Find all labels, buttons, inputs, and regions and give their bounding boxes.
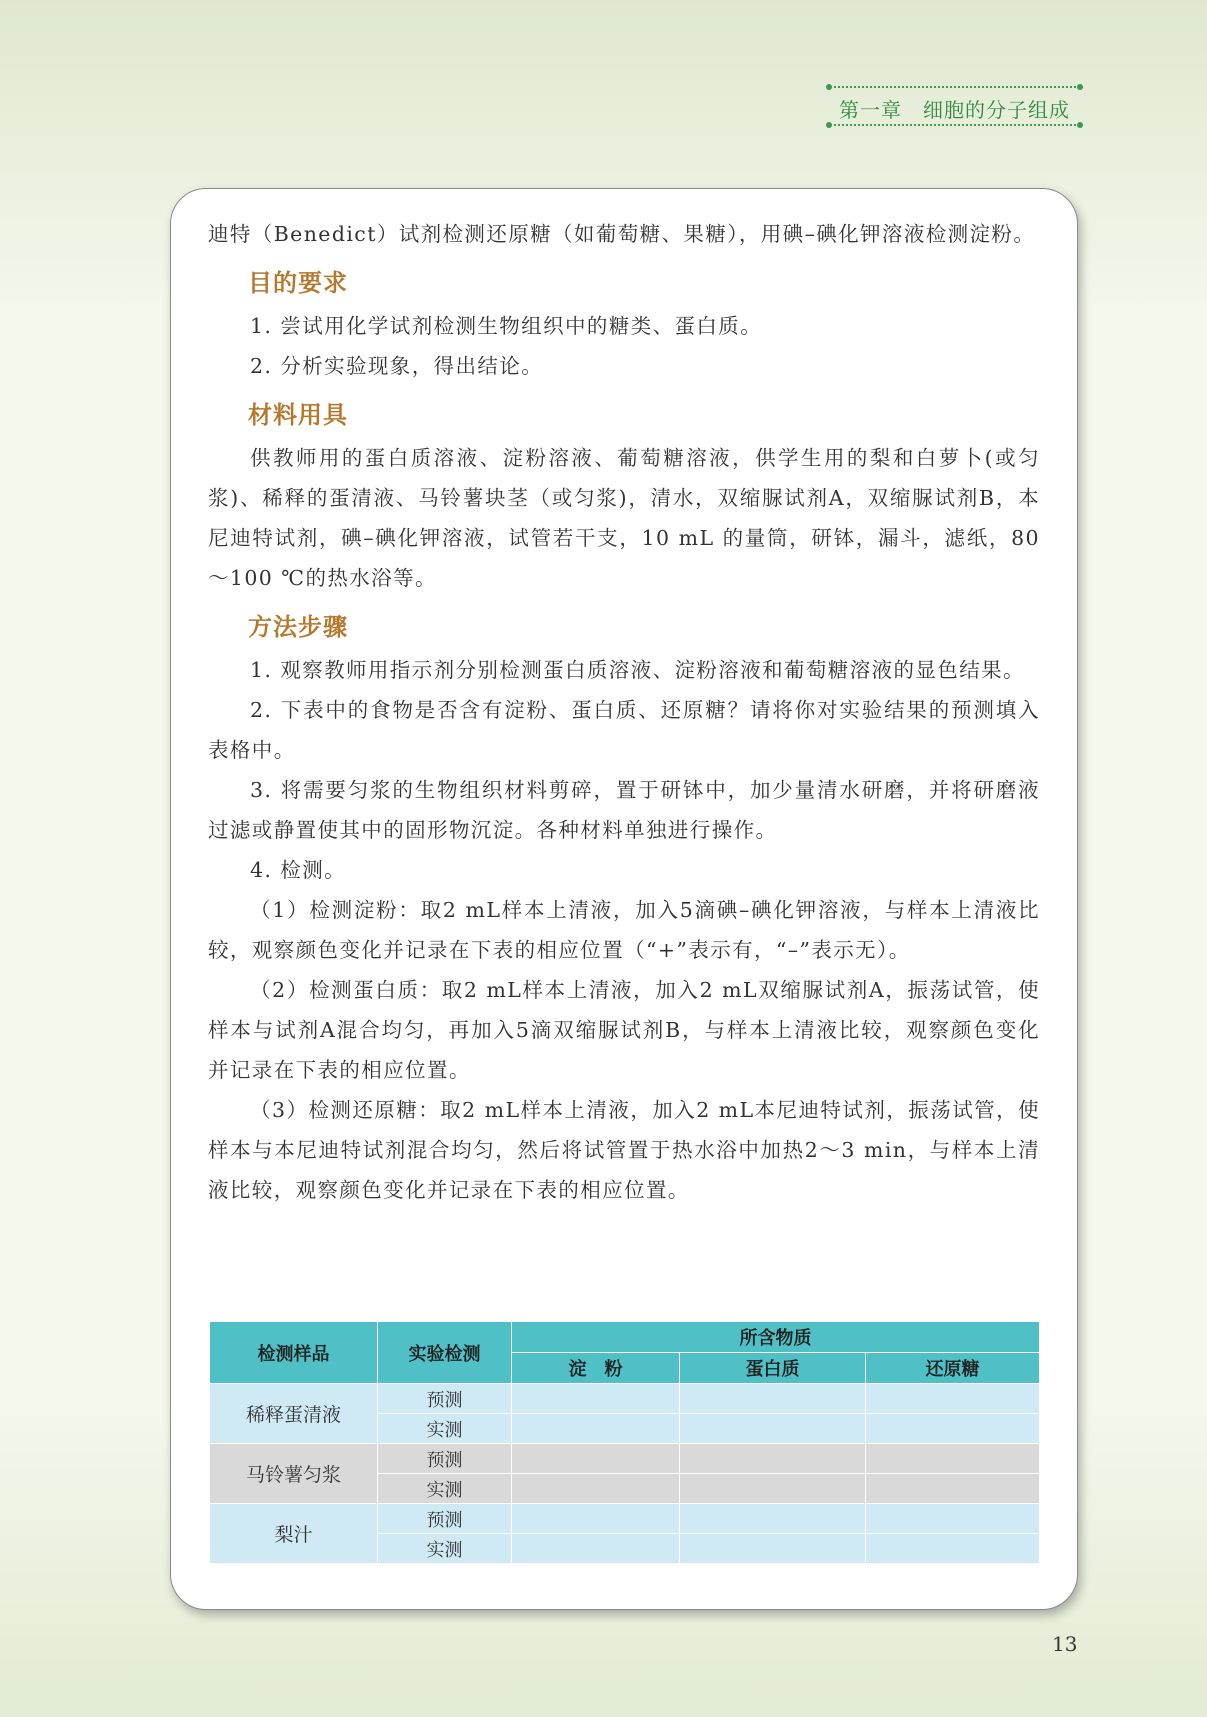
test-type-cell: 预测: [378, 1444, 512, 1474]
result-cell[interactable]: [866, 1384, 1040, 1414]
header-starch: 淀 粉: [512, 1353, 680, 1384]
page-number: 13: [1052, 1632, 1078, 1656]
sample-cell: 马铃薯匀浆: [210, 1444, 378, 1504]
result-cell[interactable]: [512, 1474, 680, 1504]
result-cell[interactable]: [512, 1414, 680, 1444]
procedure-step: 2. 下表中的食物是否含有淀粉、蛋白质、还原糖？请将你对实验结果的预测填入表格中。: [208, 698, 1040, 762]
result-cell[interactable]: [512, 1504, 680, 1534]
result-cell[interactable]: [866, 1504, 1040, 1534]
header-rule-top: [829, 86, 1080, 88]
result-cell[interactable]: [866, 1444, 1040, 1474]
procedure-step: 3. 将需要匀浆的生物组织材料剪碎，置于研钵中，加少量清水研磨，并将研磨液过滤或静置使其中的固形物沉淀。各种材料单独进行操作。: [208, 778, 1040, 842]
header-protein: 蛋白质: [680, 1353, 866, 1384]
table-row: [210, 1504, 1040, 1534]
intro-paragraph: 迪特（Benedict）试剂检测还原糖（如葡萄糖、果糖），用碘–碘化钾溶液检测淀粉。: [208, 222, 1036, 246]
result-cell[interactable]: [866, 1414, 1040, 1444]
chapter-header: [829, 86, 1080, 126]
chapter-title: 第一章 细胞的分子组成: [839, 98, 1070, 122]
procedure-step: 4. 检测。: [250, 858, 346, 882]
header-substances-group: 所含物质: [512, 1322, 1040, 1353]
section-heading-procedure: 方法步骤: [248, 613, 348, 641]
header-rule-bottom: [829, 124, 1080, 126]
test-type-cell: 预测: [378, 1384, 512, 1414]
page-content: [208, 214, 1040, 1210]
objective-item: 2. 分析实验现象，得出结论。: [250, 354, 544, 378]
result-cell[interactable]: [680, 1534, 866, 1564]
section-heading-materials: 材料用具: [248, 401, 348, 429]
result-cell[interactable]: [866, 1534, 1040, 1564]
procedure-step: 1. 观察教师用指示剂分别检测蛋白质溶液、淀粉溶液和葡萄糖溶液的显色结果。: [250, 658, 1025, 682]
table-row: [210, 1384, 1040, 1414]
sample-cell: 稀释蛋清液: [210, 1384, 378, 1444]
result-cell[interactable]: [512, 1444, 680, 1474]
table-row: [210, 1444, 1040, 1474]
test-type-cell: 预测: [378, 1504, 512, 1534]
section-heading-objectives: 目的要求: [248, 269, 348, 297]
result-cell[interactable]: [680, 1384, 866, 1414]
result-cell[interactable]: [680, 1414, 866, 1444]
test-type-cell: 实测: [378, 1474, 512, 1504]
procedure-substep: （2）检测蛋白质：取2 mL样本上清液，加入2 mL双缩脲试剂A，振荡试管，使样本与试剂A混合均匀，再加入5滴双缩脲试剂B，与样本上清液比较，观察颜色变化并记录在下表的相应位置。: [208, 978, 1040, 1082]
result-cell[interactable]: [512, 1534, 680, 1564]
test-type-cell: 实测: [378, 1534, 512, 1564]
header-reducing-sugar: 还原糖: [866, 1353, 1040, 1384]
result-cell[interactable]: [680, 1444, 866, 1474]
procedure-substep: （3）检测还原糖：取2 mL样本上清液，加入2 mL本尼迪特试剂，振荡试管，使样本与本尼迪特试剂混合均匀，然后将试管置于热水浴中加热2～3 min，与样本上清液比较，观察颜色变化并记录在下表的相应位置。: [208, 1098, 1040, 1202]
results-table: [209, 1321, 1040, 1564]
sample-cell: 梨汁: [210, 1504, 378, 1564]
header-sample: 检测样品: [210, 1322, 378, 1384]
objective-item: 1. 尝试用化学试剂检测生物组织中的糖类、蛋白质。: [250, 314, 763, 338]
header-test: 实验检测: [378, 1322, 512, 1384]
result-cell[interactable]: [866, 1474, 1040, 1504]
result-cell[interactable]: [512, 1384, 680, 1414]
result-cell[interactable]: [680, 1504, 866, 1534]
result-cell[interactable]: [680, 1474, 866, 1504]
test-type-cell: 实测: [378, 1414, 512, 1444]
materials-paragraph: 供教师用的蛋白质溶液、淀粉溶液、葡萄糖溶液，供学生用的梨和白萝卜(或匀浆)、稀释的蛋清液、马铃薯块茎（或匀浆)，清水，双缩脲试剂A，双缩脲试剂B，本尼迪特试剂，碘–碘化钾溶液，试管若干支，10 mL 的量筒，研钵，漏斗，滤纸，80～100 ℃的热水浴等。: [208, 446, 1040, 590]
procedure-substep: （1）检测淀粉：取2 mL样本上清液，加入5滴碘–碘化钾溶液，与样本上清液比较，观察颜色变化并记录在下表的相应位置（“+”表示有，“–”表示无）。: [208, 898, 1040, 962]
